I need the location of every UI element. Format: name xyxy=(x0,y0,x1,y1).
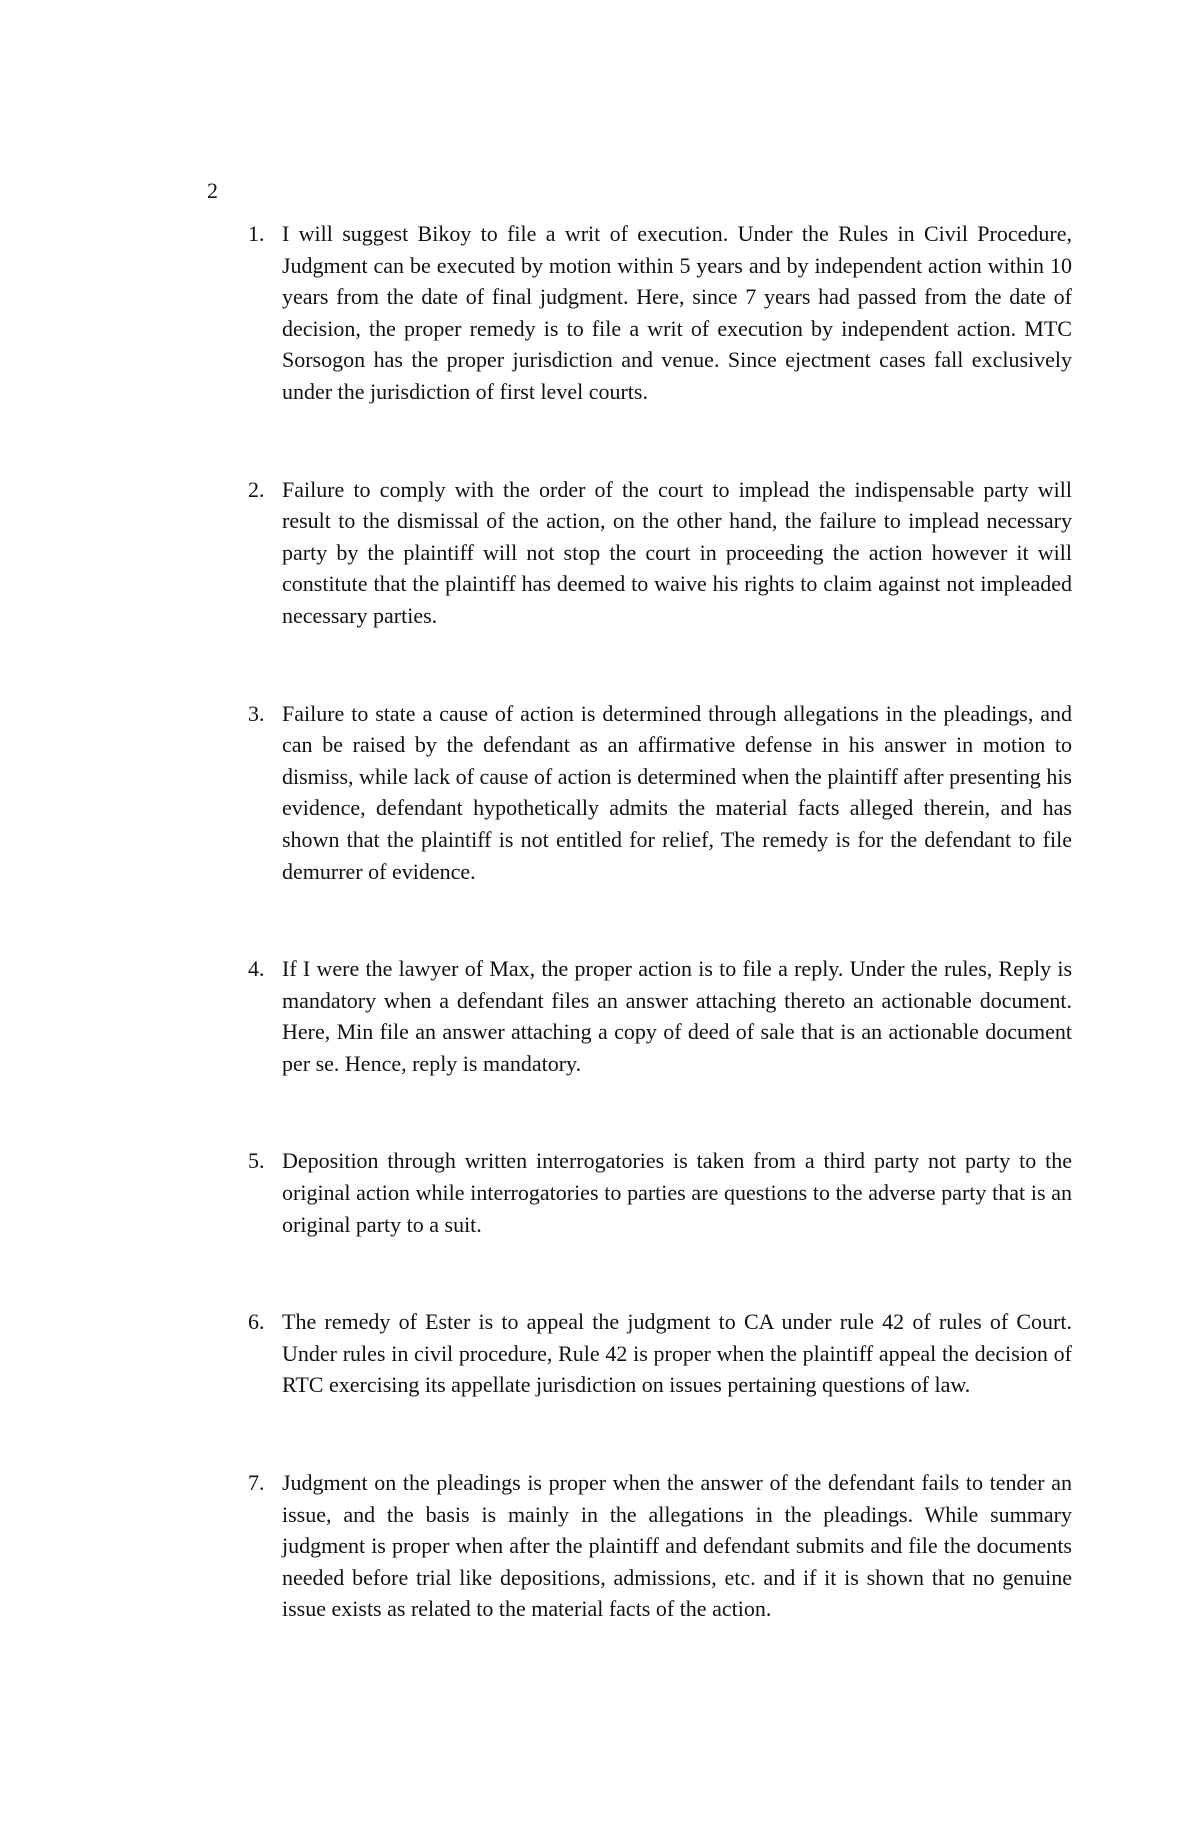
answer-number: 6. xyxy=(248,1309,265,1335)
page-number: 2 xyxy=(207,178,218,203)
answer-text: The remedy of Ester is to appeal the judgment to CA under rule 42 of rules of Court. Under rules in civil procedure, Rule 42 is proper when the plaintiff appeal the decision of RTC exercising its appellate jurisdiction on issues pertaining questions of law. xyxy=(282,1309,1072,1398)
answer-number: 2. xyxy=(248,476,265,502)
answer-number: 1. xyxy=(248,221,265,246)
answer-text: I will suggest Bikoy to file a writ of execution. Under the Rules in Civil Procedure, Judgment can be executed by motion within 5 years and by independent action within 10 years from the date of final judgment. Here, since 7 years had passed from the date of decision, the proper remedy is to file a writ of execution by independent action. MTC Sorsogon has the proper jurisdiction and venue. Since ejectment cases fall exclusively under the jurisdiction of first level courts. xyxy=(282,221,1072,404)
answer-item-1 xyxy=(232,218,1072,408)
answer-text: Failure to comply with the order of the court to implead the indispensable party will result to the dismissal of the action, on the other hand, the failure to implead necessary party by the plaintiff will not stop the court in proceeding the action however it will constitute that the plaintiff has deemed to waive his rights to claim against not impleaded necessary parties. xyxy=(282,476,1072,628)
answer-item-6 xyxy=(232,1306,1072,1401)
answer-number: 4. xyxy=(248,956,265,982)
answer-text: Deposition through written interrogatories is taken from a third party not party to the original action while interrogatories to parties are questions to the adverse party that is an original party to a suit. xyxy=(282,1148,1072,1237)
answer-item-3 xyxy=(232,698,1072,888)
answer-text: Judgment on the pleadings is proper when the answer of the defendant fails to tender an issue, and the basis is mainly in the allegations in the pleadings. While summary judgment is proper when after the plaintiff and defendant submits and file the documents needed before trial like depositions, admissions, etc. and if it is shown that no genuine issue exists as related to the material facts of the action. xyxy=(282,1470,1072,1622)
answer-item-7 xyxy=(232,1467,1072,1625)
answer-text: Failure to state a cause of action is determined through allegations in the pleadings, and can be raised by the defendant as an affirmative defense in his answer in motion to dismiss, while lack of cause of action is determined when the plaintiff after presenting his evidence, defendant hypothetically admits the material facts alleged therein, and has shown that the plaintiff is not entitled for relief, The remedy is for the defendant to file demurrer of evidence. xyxy=(282,700,1072,884)
answer-item-2 xyxy=(232,474,1072,632)
answer-number: 5. xyxy=(248,1148,265,1174)
answer-item-4 xyxy=(232,953,1072,1079)
answer-number: 3. xyxy=(248,700,265,726)
answer-list xyxy=(232,218,1072,1691)
answer-item-5 xyxy=(232,1145,1072,1240)
answer-number: 7. xyxy=(248,1470,265,1496)
answer-text: If I were the lawyer of Max, the proper action is to file a reply. Under the rules, Reply is mandatory when a defendant files an answer attaching thereto an actionable document. Here, Min file an answer attaching a copy of deed of sale that is an actionable document per se. Hence, reply is mandatory. xyxy=(282,956,1072,1076)
